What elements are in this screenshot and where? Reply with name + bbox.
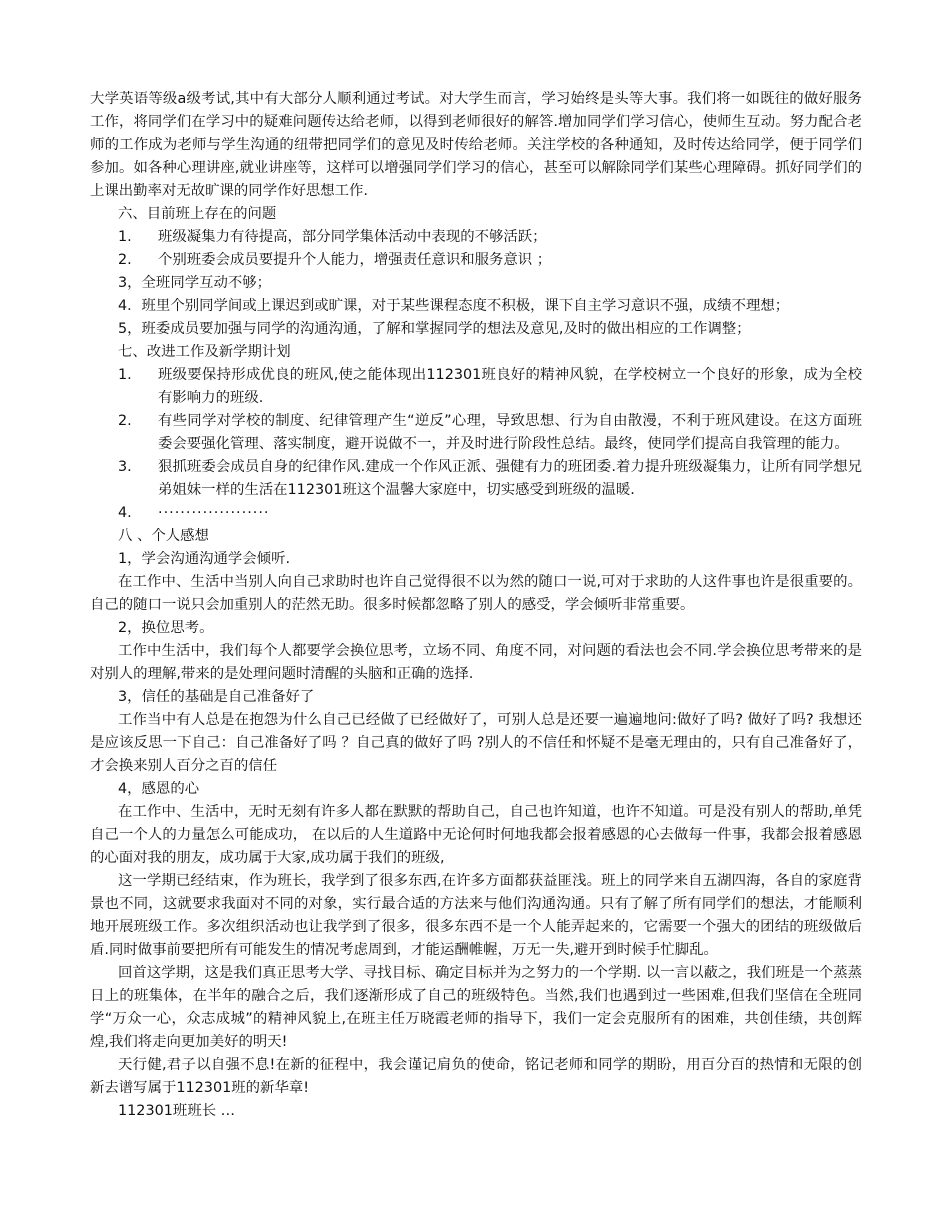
section-6-item-5: 5，班委成员要加强与同学的沟通沟通，了解和掌握同学的想法及意见,及时的做出相应的工作调整； — [118, 321, 751, 337]
item-number: 1. — [118, 367, 132, 383]
item-text: 有些同学对学校的制度、纪律管理产生“逆反”心理，导致思想、行为自由散漫，不利于班风建设。在这方面班委会要强化管理、落实制度，避开说做不一，并及时进行阶段性总结。最终，使同学们提高自我管理的能力。 — [158, 413, 862, 452]
item-number: 2. — [118, 413, 132, 429]
section-6-item-4: 4．班里个别同学间或上课迟到或旷课，对于某些课程态度不积极，课下自主学习意识不强，成绩不理想； — [118, 298, 790, 314]
item-number: 2. — [118, 252, 132, 268]
item-text: ···················· — [158, 505, 270, 521]
section-6-item-1 — [90, 226, 862, 249]
section-8-sub-1: 1，学会沟通沟通学会倾听. — [118, 551, 291, 567]
item-text: 班级要保持形成优良的班风,使之能体现出112301班良好的精神风貌，在学校树立一个良好的形象，成为全校有影响力的班级. — [158, 367, 862, 406]
section-8-paragraph-1: 在工作中、生活中当别人向自己求助时也许自己觉得很不以为然的随口一说,可对于求助的人这件事也许是很重要的。自己的随口一说只会加重别人的茫然无助。很多时候都忽略了别人的感受，学会倾听非常重要。 — [90, 574, 862, 613]
section-8-paragraph-4: 在工作中、生活中，无时无刻有许多人都在默默的帮助自己，自己也许知道，也许不知道。可是没有别人的帮助,单凭自己一个人的力量怎么可能成功， 在以后的人生道路中无论何时何地我都会报着感恩的心去做每一件事，我都会报着感恩的心面对我的朋友，成功属于大家,成功属于我们的班级, — [90, 804, 862, 866]
section-6-heading: 六、目前班上存在的问题 — [118, 206, 277, 222]
section-7-item-2 — [90, 410, 862, 456]
item-number: 3. — [118, 459, 132, 475]
item-number: 1. — [118, 229, 132, 245]
section-7-item-3 — [90, 456, 862, 502]
section-6-item-2 — [90, 249, 862, 272]
section-8-sub-2: 2，换位思考。 — [118, 620, 214, 636]
section-8-sub-4: 4，感恩的心 — [118, 781, 200, 797]
section-8-paragraph-3: 工作当中有人总是在抱怨为什么自己已经做了已经做好了，可别人总是还要一遍遍地问:做好了吗? 做好了吗? 我想还是应该反思一下自己：自己准备好了吗 ？自己真的做好了吗 ?别人的不信任和怀疑不是毫无理由的，只有自己准备好了，才会换来别人百分之百的信任 — [90, 712, 862, 774]
item-text: 狠抓班委会成员自身的纪律作风.建成一个作风正派、强健有力的班团委.着力提升班级凝集力，让所有同学想兄弟姐妹一样的生活在112301班这个温馨大家庭中，切实感受到班级的温暖. — [158, 459, 862, 498]
section-8-heading: 八 、个人感想 — [118, 528, 209, 544]
item-text: 班级凝集力有待提高，部分同学集体活动中表现的不够活跃； — [158, 229, 547, 245]
section-8-paragraph-2: 工作中生活中，我们每个人都要学会换位思考，立场不同、角度不同，对问题的看法也会不同.学会换位思考带来的是对别人的理解,带来的是处理问题时清醒的头脑和正确的选择. — [90, 643, 862, 682]
section-6-item-3: 3，全班同学互动不够； — [118, 275, 272, 291]
section-7-item-4 — [90, 502, 862, 525]
section-7-item-1 — [90, 364, 862, 410]
section-7-heading: 七、改进工作及新学期计划 — [118, 344, 291, 360]
item-text: 个别班委会成员要提升个人能力，增强责任意识和服务意识 ； — [158, 252, 552, 268]
section-8-sub-3: 3，信任的基础是自己准备好了 — [118, 689, 315, 705]
signature: 112301班班长 … — [118, 1103, 236, 1119]
item-number: 4. — [118, 505, 132, 521]
closing-paragraph-2: 回首这学期，这是我们真正思考大学、寻找目标、确定目标并为之努力的一个学期. 以一言以蔽之，我们班是一个蒸蒸日上的班集体，在半年的融合之后，我们逐渐形成了自己的班级特色。当然,我们也遇到过一些困难,但我们坚信在全班同学“万众一心，众志成城”的精神风貌上,在班主任万晓霞老师的指导下，我们一定会克服所有的困难，共创佳绩，共创辉煌,我们将走向更加美好的明天! — [90, 965, 862, 1050]
closing-paragraph-3: 天行健,君子以自强不息!在新的征程中，我会谨记肩负的使命，铭记老师和同学的期盼，用百分百的热情和无限的创新去谱写属于112301班的新华章! — [90, 1057, 862, 1096]
closing-paragraph-1: 这一学期已经结束，作为班长，我学到了很多东西,在许多方面都获益匪浅。班上的同学来自五湖四海，各自的家庭背景也不同，这就要求我面对不同的对象，实行最合适的方法来与他们沟通沟通。只有了解了所有同学们的想法，才能顺利地开展班级工作。多次组织活动也让我学到了很多，很多东西不是一个人能弄起来的，它需要一个强大的团结的班级做后盾.同时做事前要把所有可能发生的情况考虑周到，才能运酬帷幄，万无一失,避开到时候手忙脚乱。 — [90, 873, 862, 958]
intro-paragraph: 大学英语等级a级考试,其中有大部分人顺利通过考试。对大学生而言，学习始终是头等大事。我们将一如既往的做好服务工作，将同学们在学习中的疑难问题传达给老师，以得到老师很好的解答.增加同学们学习信心，使师生互动。努力配合老师的工作成为老师与学生沟通的纽带把同学们的意见及时传给老师。关注学校的各种通知，及时传达给同学，便于同学们参加。如各种心理讲座,就业讲座等，这样可以增强同学们学习的信心，甚至可以解除同学们某些心理障碍。抓好同学们的上课出勤率对无故旷课的同学作好思想工作. — [90, 91, 862, 199]
